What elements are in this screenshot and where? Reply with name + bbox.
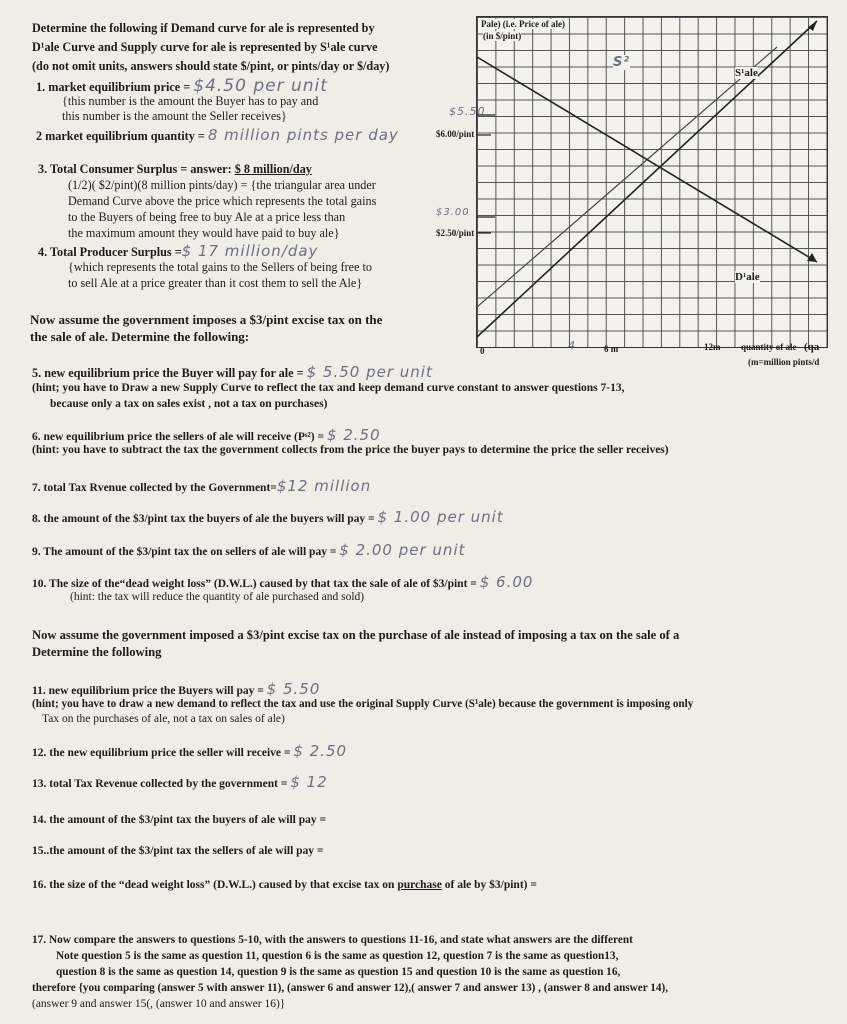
supply-curve-shifted [477,47,777,307]
q9-answer: $ 2.00 per unit [339,541,466,559]
price-label-600: $6.00/pint [436,129,475,139]
supply-shift-label: S² [613,55,631,70]
q5-label: 5. new equilibrium price the Buyer will pay for ale = $ 5.50 per unit [32,363,433,381]
q4-answer: $ 17 million/day [181,242,319,260]
q11-label: 11. new equilibrium price the Buyers will pay = $ 5.50 [32,680,321,698]
supply-curve [477,21,817,337]
q17-line-2: Note question 5 is the same as question 11, question 6 is the same as question 12, question 7 is the same as question13, [56,950,619,962]
q17-line-3: question 8 is the same as question 14, question 9 is the same as question 15 and question 10 is the same as question 16, [56,966,621,978]
intro-line-2: D¹ale Curve and Supply curve for ale is represented by S¹ale curve [32,40,378,54]
q17-line-1: 17. Now compare the answers to questions 5-10, with the answers to questions 11-16, and state what answers are the different [32,934,633,946]
x-axis-zero: 0 [480,346,485,356]
x-axis-qa: (qa [804,341,820,353]
q11-hint-2: Tax on the purchases of ale, not a tax on sales of ale) [42,713,285,725]
q8-answer: $ 1.00 per unit [377,508,504,526]
q6-label: 6. new equilibrium price the sellers of ale will receive (Pˢ²) = $ 2.50 [32,426,381,444]
q3-line-2: (1/2)( $2/pint)(8 million pints/day) = {the triangular area under [68,178,376,192]
q12-label: 12. the new equilibrium price the seller will receive = $ 2.50 [32,742,348,760]
demand-label: D¹ale [735,271,760,283]
intro-line-3: (do not omit units, answers should state $/pint, or pints/day or $/day) [32,59,390,73]
q13-answer: $ 12 [290,773,328,791]
q10-label: 10. The size of the“dead weight loss” (D.W.L.) caused by that tax the sale of ale of $3/pint = $ 6.00 [32,573,534,591]
q13-label: 13. total Tax Revenue collected by the government = $ 12 [32,773,328,791]
q17-line-5: (answer 9 and answer 15(, (answer 10 and answer 16)} [32,998,286,1010]
x-axis-subtitle: (m=million pints/d [748,357,820,367]
graph-curves [477,17,827,347]
q1-note-2: this number is the amount the Seller receives} [62,109,287,123]
q17-line-4: therefore {you comparing (answer 5 with answer 11), (answer 6 and answer 12),( answer 7 and answer 13) , (answer 8 and answer 14), [32,982,668,994]
q15-label: 15..the amount of the $3/pint tax the sellers of ale will pay = [32,845,324,857]
price-label-550: $5.50 [449,105,486,118]
q3-line-3: Demand Curve above the price which represents the total gains [68,194,377,208]
q8-label: 8. the amount of the $3/pint tax the buyers of ale the buyers will pay = $ 1.00 per unit [32,508,504,526]
q3-line-4: to the Buyers of being free to buy Ale at a price less than [68,210,346,224]
q4-line-2: {which represents the total gains to the Sellers of being free to [68,260,373,274]
q12-answer: $ 2.50 [293,742,348,760]
q6-hint: (hint: you have to subtract the tax the government collects from the price the buyer pays to determine the price the seller receives) [32,444,669,456]
q1-note-1: {this number is the amount the Buyer has to pay and [62,94,319,108]
x-axis-title: quantity of ale [741,342,797,352]
q4-line-3: to sell Ale at a price greater than it cost them to sell the Ale} [68,276,363,290]
q11-hint-1: (hint; you have to draw a new demand to reflect the tax and use the original Supply Curve (S¹ale) because the government is imposing only [32,698,694,710]
q10-hint: (hint: the tax will reduce the quantity of ale purchased and sold) [70,591,365,603]
q5-hint-2: because only a tax on sales exist , not a tax on purchases) [50,398,328,410]
intro-line-1: Determine the following if Demand curve for ale is represented by [32,21,375,35]
x-axis-4: 4 [568,339,576,352]
q4-label: 4. Total Producer Surplus =$ 17 million/day [38,242,319,260]
q16-label: 16. the size of the “dead weight loss” (D.W.L.) caused by that excise tax on purchase of ale by $3/pint) = [32,879,537,891]
graph-y-title-2: (in $/pint) [483,31,522,41]
x-axis-12m: 12m [704,342,721,352]
q9-label: 9. The amount of the $3/pint tax the on sellers of ale will pay = $ 2.00 per unit [32,541,466,559]
q7-label: 7. total Tax Rvenue collected by the Government=$12 million [32,477,372,495]
price-label-250: $2.50/pint [436,228,475,238]
q7-answer: $12 million [276,477,372,495]
q1-label: 1. market equilibrium price = $4.50 per unit [36,76,328,96]
section3-line-1: Now assume the government imposed a $3/pint excise tax on the purchase of ale instead of imposing a tax on the sale of a [32,628,680,642]
q5-answer: $ 5.50 per unit [306,363,433,381]
x-axis-6m: 6 m [604,344,619,354]
graph-y-title-1: Pale) (i.e. Price of ale) [481,19,565,29]
q2-label: 2 market equilibrium quantity = 8 million pints per day [36,126,399,144]
q3-answer: $ 8 million/day [234,162,312,176]
supply-label: S¹ale [735,67,758,79]
q3-line-5: the maximum amount they would have paid to buy ale} [68,226,340,240]
section2-line-2: the sale of ale. Determine the following: [30,329,250,344]
price-label-300: $3.00 [436,207,470,218]
q2-answer: 8 million pints per day [207,126,399,144]
supply-demand-graph [476,16,828,348]
q10-answer: $ 6.00 [479,573,534,591]
q1-answer: $4.50 per unit [193,76,328,96]
q3-label: 3. Total Consumer Surplus = answer: $ 8 million/day [38,162,312,176]
q14-label: 14. the amount of the $3/pint tax the buyers of ale will pay = [32,814,327,826]
q6-answer: $ 2.50 [326,426,381,444]
section2-line-1: Now assume the government imposes a $3/pint excise tax on the [30,312,383,327]
supply-arrow [808,21,817,31]
q11-answer: $ 5.50 [266,680,321,698]
demand-curve [477,57,817,262]
q5-hint-1: (hint; you have to Draw a new Supply Curve to reflect the tax and keep demand curve constant to answer questions 7-13, [32,382,625,394]
section3-line-2: Determine the following [32,645,162,659]
